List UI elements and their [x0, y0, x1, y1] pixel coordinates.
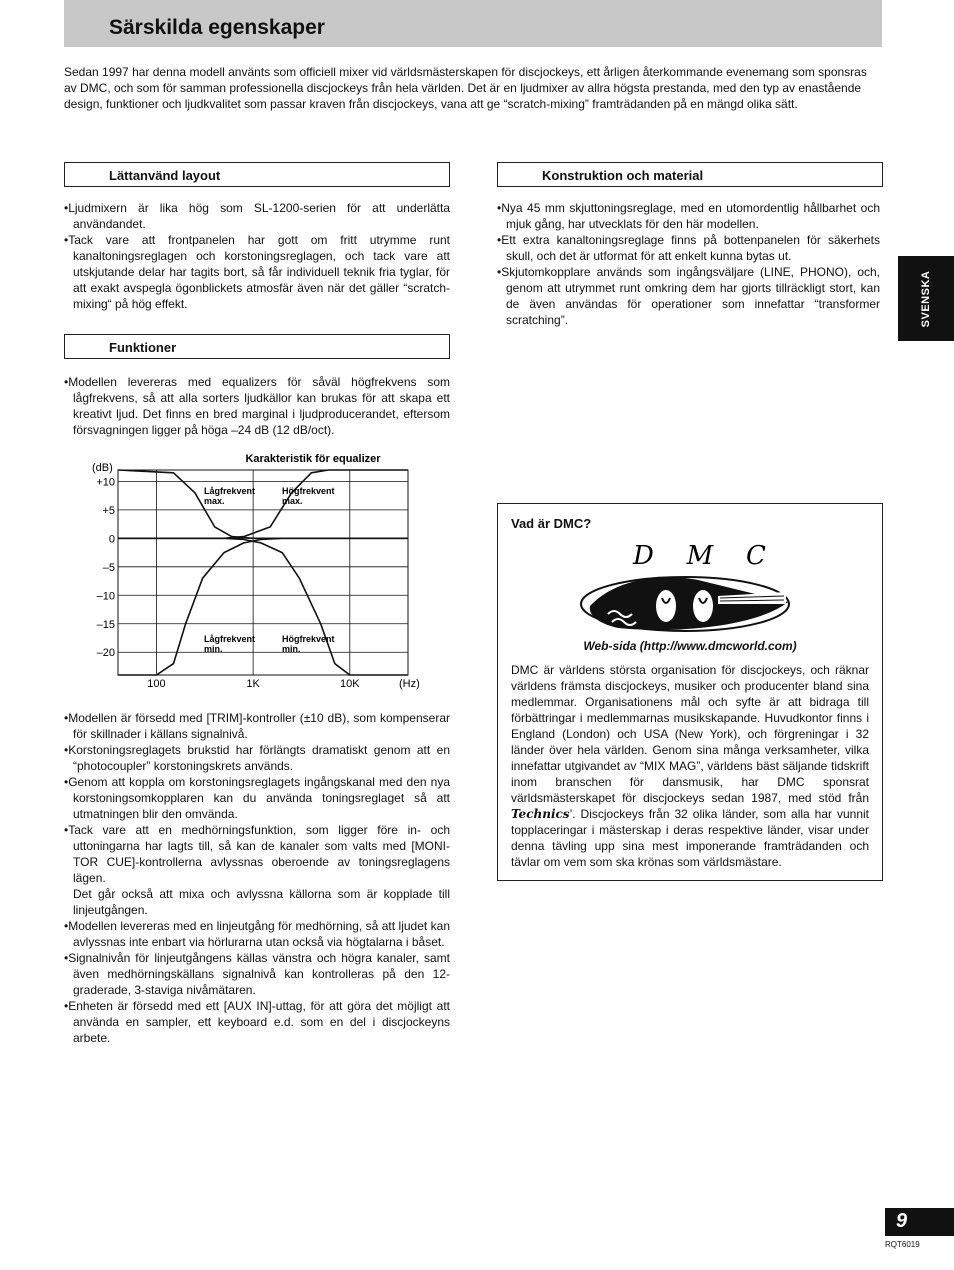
series-line — [118, 470, 408, 538]
x-tick-label: 100 — [147, 678, 166, 690]
page-title: Särskilda egenskaper — [109, 16, 325, 39]
dmc-website: Web-sida (http://www.dmcworld.com) — [583, 639, 797, 653]
dmc-text-after: ’. Discjockeys från 32 olika länder, som alla har vunnit topplaceringar i mästerskap i deras respektive länder, visar under denna tävling upp sina mest imponerande framträdanden och tävlar om vem som ska krönas som världsmästare. — [511, 807, 869, 869]
chart-ylabel: (dB) — [92, 462, 113, 474]
list-item: •Skjutomkopplare används som ingångsväljare (LINE, PHONO), och, genom att utrymmet runt omkring dem har gjorts tillräckligt stort, kan de även användas för operationer som innefattar “transformer scratching”. — [497, 265, 880, 327]
page-number-badge — [885, 1208, 954, 1236]
chart-title: Karakteristik för equalizer — [245, 453, 381, 465]
list-item: •Tack vare att frontpanelen har gott om fritt utrymme runt kanaltoningsreglagen och korstoningsreglagen, och tack vare att utskjutande delar har tagits bort, så får individuell teknik fria tyglar, för att exakt avspegla ögonblickets atmosfär även när det gäller “scratch-mixing“ på hög effekt. — [64, 233, 450, 311]
dmc-logo-letters: D M C — [633, 541, 768, 571]
dmc-text-before: DMC är världens största organisation för discjockeys, och räknar världens främsta discjockeys, musiker och producenter bland sina medlemmar. Organisationens mål och syfte är att bidraga till förbättringar i medlemmarnas musikskapande. Huvudkontor finns i England (London) och USA (New York), och förgreningar i 32 länder över hela världen. Genom sina många verksamheter, vilka innefattar utgivandet av “MIX MAG”, världens bäst säljande tidskrift inom branschen för dansmusik, har DMC sponsrat världsmästerskapet för discjockeys sedan 1987, med stöd från — [511, 663, 869, 805]
page-number: 9 — [896, 1210, 908, 1232]
x-tick-label: 10K — [340, 678, 360, 690]
list-item: •Genom att koppla om korstoningsreglagets ingångskanal med den nya korstoningsomkopplaren kan du använda toningsreglaget så att utmatningen blir den omvända. — [64, 775, 450, 821]
equalizer-chart — [88, 448, 428, 693]
construction-list — [497, 200, 880, 328]
title-bar — [64, 0, 882, 47]
list-item: •Signalnivån för linjeutgångens källas vänstra och högra kanaler, samt även medhörningskällans signalnivå kan kontrolleras på den 12-graderade, 3-staviga nivåmätaren. — [64, 951, 450, 997]
annotation-high-min: Högfrekvent min. — [282, 634, 335, 654]
layout-list — [64, 200, 450, 312]
annotation-high-max: Högfrekvent max. — [282, 486, 335, 506]
chart-x-ticks — [147, 678, 360, 690]
y-tick-label: –10 — [96, 590, 115, 603]
y-tick-label: 0 — [108, 533, 115, 546]
list-item: •Ett extra kanaltoningsreglage finns på bottenpanelen för säkerhets skull, och det är utformat för att enkelt kunna bytas ut. — [497, 233, 880, 263]
functions-list-bottom — [64, 710, 450, 1046]
list-item: •Modellen levereras med equalizers för såväl högfrekvens som lågfrekvens, så att alla sorters ljudkällor kan brukas för att skapa ett kreativt ljud. Det finns en bred marginal i ljudproducerandet, eftersom försvagningen ligger på höga –24 dB (12 dB/oct). — [64, 375, 450, 437]
section-title-functions: Funktioner — [109, 340, 177, 355]
y-tick-label: +5 — [102, 504, 115, 517]
language-tab — [898, 256, 954, 341]
list-item: •Modellen är försedd med [TRIM]-kontroller (±10 dB), som kompenserar för skillnader i källans signalnivå. — [64, 711, 450, 741]
list-item: •Tack vare att en medhörningsfunktion, som ligger före in- och uttoningarna har lagts till, så kan de kanaler som valts med [MONI-TOR CUE]-kontrollerna avlyssnas oberoende av toningsreglagens lägen. — [64, 823, 450, 885]
language-tab-label: SVENSKA — [920, 270, 932, 327]
y-tick-label: –15 — [96, 618, 115, 631]
dmc-info-box — [497, 503, 883, 881]
section-header-construction — [497, 162, 883, 187]
series-line — [118, 470, 408, 538]
section-title-layout: Lättanvänd layout — [109, 168, 221, 183]
chart-y-ticks — [96, 476, 115, 659]
document-code: RQT6019 — [885, 1240, 920, 1249]
section-title-construction: Konstruktion och material — [542, 168, 704, 183]
chart-annotations — [204, 486, 335, 654]
functions-list-top — [64, 374, 450, 438]
technics-brand: Technics — [511, 807, 570, 821]
annotation-low-min: Lågfrekvent min. — [204, 634, 256, 654]
dmc-description — [511, 662, 869, 870]
chart-grid — [118, 470, 408, 675]
section-header-functions — [64, 334, 450, 359]
chart-lines — [118, 470, 408, 675]
section-header-layout — [64, 162, 450, 187]
list-item: •Modellen levereras med en linjeutgång för medhörning, så att ljudet kan avlyssnas inte enbart via hörlurarna utan också via högtalarna i båset. — [64, 919, 450, 949]
y-tick-label: +10 — [96, 476, 115, 489]
chart-frame — [118, 470, 408, 675]
chart-xlabel: (Hz) — [399, 678, 420, 690]
dmc-logo — [578, 534, 793, 634]
series-line — [118, 538, 408, 675]
x-tick-label: 1K — [246, 678, 260, 690]
annotation-low-max: Lågfrekvent max. — [204, 486, 256, 506]
list-item: •Korstoningsreglagets brukstid har förlängts dramatiskt genom att en “photocoupler” korstoningskrets används. — [64, 743, 450, 773]
list-item-continuation: Det går också att mixa och avlyssna källorna som är kopplade till linjeutgången. — [73, 887, 450, 917]
list-item: •Nya 45 mm skjuttoningsreglage, med en utomordentlig hållbarhet och mjuk gång, har utvecklats för den här modellen. — [497, 201, 880, 231]
series-line — [118, 538, 408, 675]
y-tick-label: –5 — [102, 561, 115, 574]
list-item: •Enheten är försedd med ett [AUX IN]-uttag, för att göra det möjligt att använda en sampler, ett keyboard e.d. som en del i discjockeyns arbete. — [64, 999, 450, 1045]
list-item: •Ljudmixern är lika hög som SL-1200-serien för att underlätta användandet. — [64, 201, 450, 231]
dmc-box-title: Vad är DMC? — [511, 516, 592, 531]
y-tick-label: –20 — [96, 647, 115, 660]
intro-paragraph: Sedan 1997 har denna modell använts som officiell mixer vid världsmästerskapen för discjockeys, ett årligen återkommande evenemang som sponsras av DMC, och som för samman professionella discjockeys från hela världen. Det är en ljudmixer av allra högsta prestanda, med den typ av enastående design, funktioner och ljudkvalitet som passar kraven från discjockeys, vana att ge “scratch-mixing” framträdanden på en mängd olika sätt. — [64, 65, 867, 111]
